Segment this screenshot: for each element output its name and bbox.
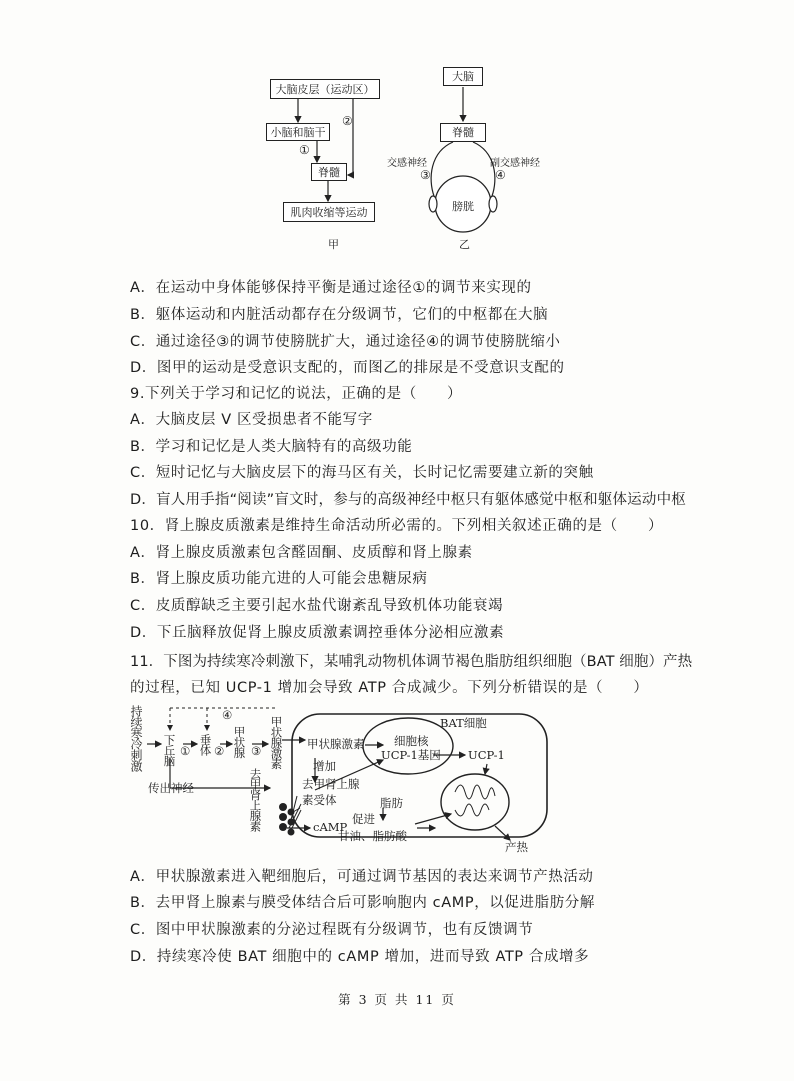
glycerol-label: 甘油、脂肪酸 xyxy=(338,829,407,843)
q9-option-d: D．盲人用手指“阅读”盲文时，参与的高级神经中枢只有躯体感觉中枢和躯体运动中枢 xyxy=(130,492,686,508)
stimulus-label: 持续寒冷刺激 xyxy=(129,705,143,771)
figure-b-label: 乙 xyxy=(459,238,470,251)
q11-option-a: A．甲状腺激素进入靶细胞后，可通过调节基因的表达来调节产热活动 xyxy=(130,869,594,885)
bladder-label: 膀胱 xyxy=(452,200,474,213)
step-3-label: ③ xyxy=(251,744,262,758)
receptor-label-1: 去甲肾上腺素受体 xyxy=(302,777,360,807)
q11-stem-line-2: 的过程，已知 UCP-1 增加会导致 ATP 合成减少。下列分析错误的是（ ） xyxy=(130,680,649,696)
box-cortex: 大脑皮层（运动区） xyxy=(270,79,380,99)
path-3-label: ③ xyxy=(420,168,431,182)
q8-option-a: A．在运动中身体能够保持平衡是通过途径①的调节来实现的 xyxy=(130,280,532,296)
th-in-cell-label: 甲状腺激素 xyxy=(307,737,365,751)
box-spinal-cord-b: 脊髓 xyxy=(440,123,486,142)
q9-option-a: A．大脑皮层 V 区受损患者不能写字 xyxy=(130,412,373,428)
box-cerebellum: 小脑和脑干 xyxy=(266,123,330,141)
gene-label: UCP-1基因 xyxy=(381,748,441,762)
figure-a-label: 甲 xyxy=(328,238,339,251)
heat-label: 产热 xyxy=(505,840,528,854)
q10-stem: 10．肾上腺皮质激素是维持生命活动所必需的。下列相关叙述正确的是（ ） xyxy=(130,518,664,534)
q10-option-c: C．皮质醇缺乏主要引起水盐代谢紊乱导致机体功能衰竭 xyxy=(130,598,504,614)
path-2-label: ② xyxy=(342,114,353,128)
box-muscle: 肌肉收缩等运动 xyxy=(283,202,375,222)
q11-stem-line-1: 11．下图为持续寒冷刺激下，某哺乳动物机体调节褐色脂肪组织细胞（BAT 细胞）产热 xyxy=(130,654,693,670)
thyroid-label: 甲状腺 xyxy=(232,726,247,758)
q11-option-b: B．去甲肾上腺素与膜受体结合后可影响胞内 cAMP，以促进脂肪分解 xyxy=(130,895,595,911)
q8-option-d: D．图甲的运动是受意识支配的，而图乙的排尿是不受意识支配的 xyxy=(130,360,565,376)
q10-option-d: D．下丘脑释放促肾上腺皮质激素调控垂体分泌相应激素 xyxy=(130,625,505,641)
step-4-label: ④ xyxy=(222,708,233,722)
q8-option-b: B．躯体运动和内脏活动都存在分级调节，它们的中枢都在大脑 xyxy=(130,307,549,323)
norepinephrine-label: 去甲肾上腺素 xyxy=(248,768,263,831)
path-1-label: ① xyxy=(299,143,310,157)
thyroid-hormone-label: 甲状腺激素 xyxy=(269,716,284,769)
increase-label: 增加 xyxy=(313,759,336,773)
nucleus-label: 细胞核 xyxy=(394,734,429,748)
q10-option-b: B．肾上腺皮质功能亢进的人可能会患糖尿病 xyxy=(130,571,428,587)
step-2-label: ② xyxy=(214,744,225,758)
q10-option-a: A．肾上腺皮质激素包含醛固酮、皮质醇和肾上腺素 xyxy=(130,545,473,561)
hypothalamus-label: 下丘脑 xyxy=(162,734,177,766)
efferent-nerve-label: 传出神经 xyxy=(148,781,194,795)
parasympathetic-label: 副交感神经 xyxy=(490,158,540,169)
sympathetic-label: 交感神经 xyxy=(387,158,427,169)
fat-label: 脂肪 xyxy=(380,796,403,810)
q11-option-d: D．持续寒冷使 BAT 细胞中的 cAMP 增加，进而导致 ATP 合成增多 xyxy=(130,949,590,965)
pituitary-label: 垂体 xyxy=(198,734,213,755)
camp-label: cAMP xyxy=(313,820,348,834)
q9-option-b: B．学习和记忆是人类大脑特有的高级功能 xyxy=(130,439,413,455)
q8-option-c: C．通过途径③的调节使膀胱扩大，通过途径④的调节使膀胱缩小 xyxy=(130,334,561,350)
q9-option-c: C．短时记忆与大脑皮层下的海马区有关，长时记忆需要建立新的突触 xyxy=(130,465,594,481)
ucp1-label: UCP-1 xyxy=(468,748,505,762)
step-1-label: ① xyxy=(180,744,191,758)
page-footer: 第 3 页 共 11 页 xyxy=(338,992,456,1007)
box-spinal-cord-a: 脊髓 xyxy=(311,163,347,181)
bat-cell-label: BAT细胞 xyxy=(440,716,487,730)
promote-label: 促进 xyxy=(352,812,375,826)
q9-stem: 9.下列关于学习和记忆的说法，正确的是（ ） xyxy=(130,386,463,402)
path-4-label: ④ xyxy=(495,168,506,182)
q11-option-c: C．图中甲状腺激素的分泌过程既有分级调节，也有反馈调节 xyxy=(130,922,534,938)
box-brain: 大脑 xyxy=(443,67,483,86)
figure-a-arrows xyxy=(260,95,390,205)
